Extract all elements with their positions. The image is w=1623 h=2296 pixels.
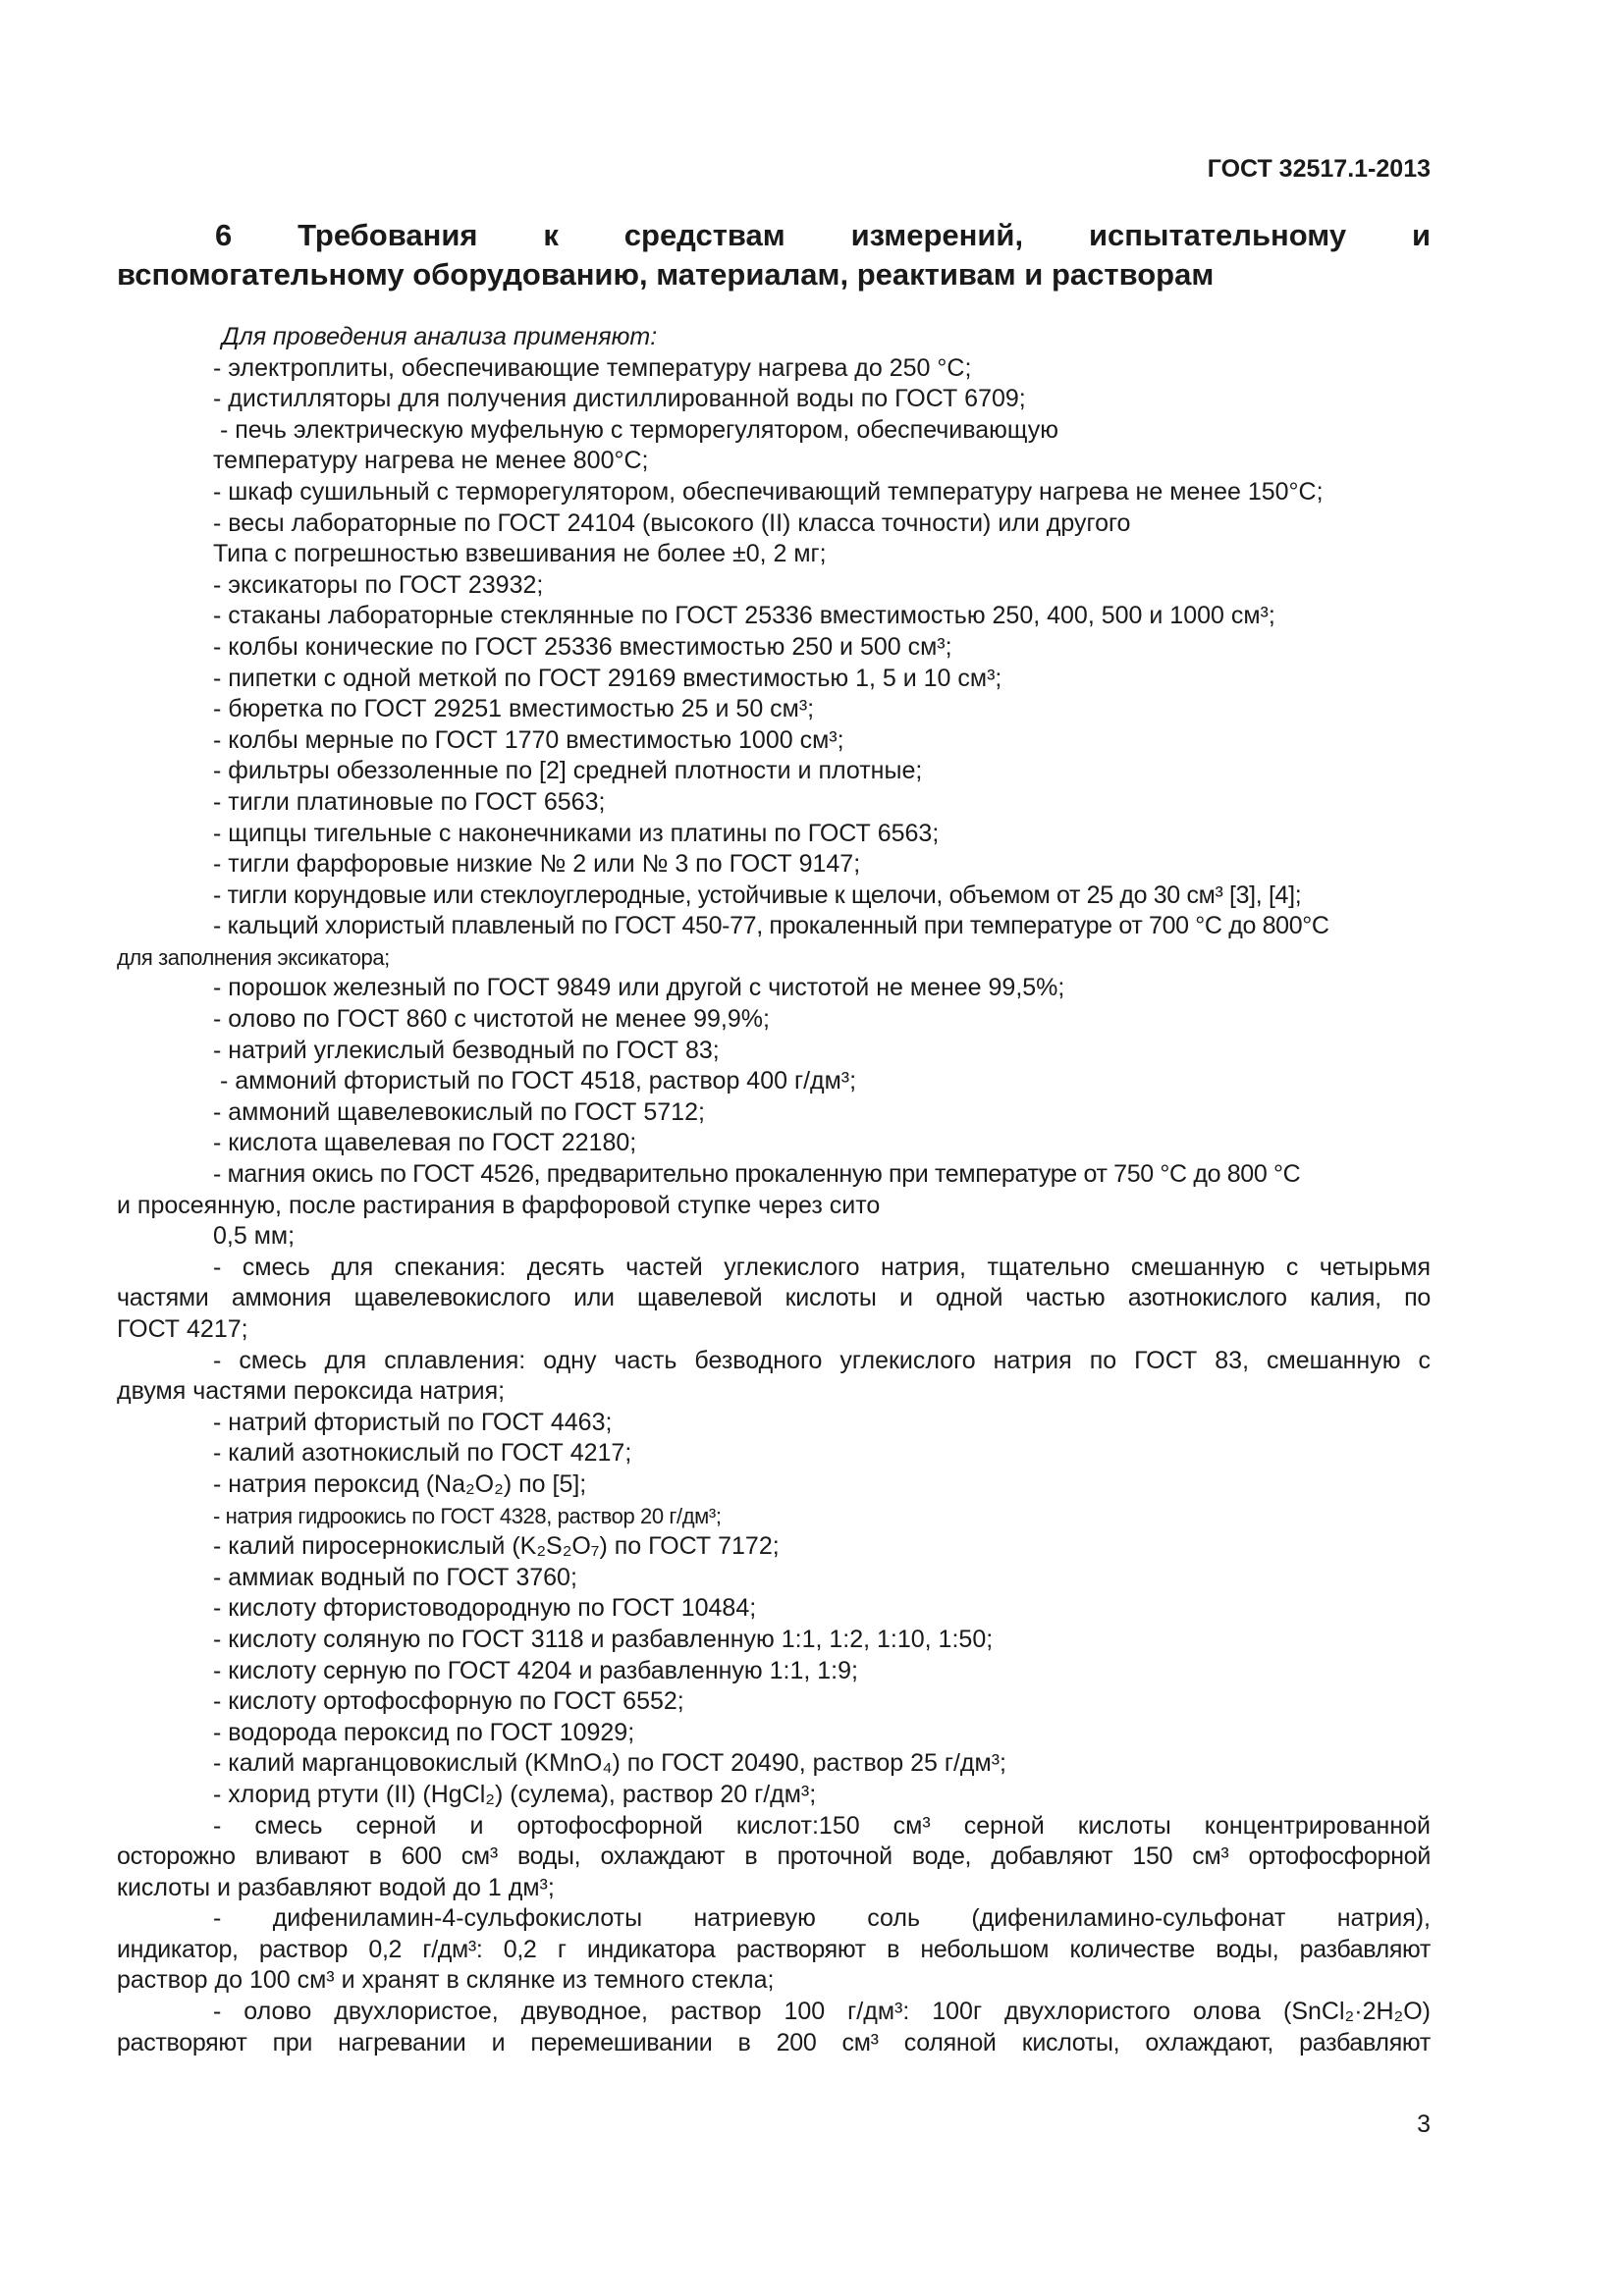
list-item: - натрия пероксид (Na₂O₂) по [5]; bbox=[213, 1469, 587, 1498]
list-item: - магния окись по ГОСТ 4526, предварительно прокаленную при температуре от 750 °С до 800 °С bbox=[213, 1160, 1301, 1189]
list-item: - кислоту ортофосфорную по ГОСТ 6552; bbox=[213, 1687, 684, 1716]
list-item-continuation: и просеянную, после растирания в фарфоровой ступке через сито bbox=[117, 1191, 881, 1219]
list-item-continuation: для заполнения эксикатора; bbox=[117, 944, 390, 970]
list-item-continuation: 0,5 мм; bbox=[213, 1222, 296, 1251]
list-item: - кислоту серную по ГОСТ 4204 и разбавленную 1:1, 1:9; bbox=[213, 1656, 858, 1684]
section-heading bbox=[117, 216, 1431, 294]
list-item: - колбы конические по ГОСТ 25336 вместимостью 250 и 500 см³; bbox=[213, 632, 952, 661]
list-item: - бюретка по ГОСТ 29251 вместимостью 25 и 50 см³; bbox=[213, 695, 815, 723]
list-item: - калий азотнокислый по ГОСТ 4217; bbox=[213, 1439, 632, 1468]
list-item: - аммоний фтористый по ГОСТ 4518, раствор 400 г/дм³; bbox=[213, 1067, 857, 1095]
list-item: - калий марганцовокислый (KMnO₄) по ГОСТ 20490, раствор 25 г/дм³; bbox=[213, 1749, 1006, 1778]
list-item: - калий пиросернокислый (K₂S₂O₇) по ГОСТ 7172; bbox=[213, 1532, 780, 1561]
list-item: - натрий фтористый по ГОСТ 4463; bbox=[213, 1408, 613, 1436]
list-item: - аммоний щавелевокислый по ГОСТ 5712; bbox=[213, 1097, 705, 1126]
list-item-continuation: частями аммония щавелевокислого или щавелевой кислоты и одной частью азотнокислого калия, по bbox=[117, 1284, 1431, 1312]
list-item: - олово по ГОСТ 860 с чистотой не менее 99,9%; bbox=[213, 1005, 770, 1034]
list-item-continuation: кислоты и разбавляют водой до 1 дм³; bbox=[117, 1873, 555, 1901]
list-item: - аммиак водный по ГОСТ 3760; bbox=[213, 1563, 577, 1591]
list-item: - кислота щавелевая по ГОСТ 22180; bbox=[213, 1129, 637, 1157]
list-item: - печь электрическую муфельную с терморегулятором, обеспечивающую bbox=[213, 415, 1059, 444]
list-item: - тигли фарфоровые низкие № 2 или № 3 по ГОСТ 9147; bbox=[213, 850, 861, 879]
intro-line: Для проведения анализа применяют: bbox=[222, 323, 658, 350]
list-item: - порошок железный по ГОСТ 9849 или другой с чистотой не менее 99,5%; bbox=[213, 974, 1065, 1002]
list-item: - весы лабораторные по ГОСТ 24104 (высокого (II) класса точности) или другого bbox=[213, 508, 1131, 537]
section-heading-line-1: 6 Требования к средствам измерений, испытательному и bbox=[215, 218, 1431, 252]
list-item-continuation: ГОСТ 4217; bbox=[117, 1315, 248, 1343]
list-item: - натрия гидроокись по ГОСТ 4328, раствор 20 г/дм³; bbox=[213, 1503, 722, 1528]
list-item: - кислоту соляную по ГОСТ 3118 и разбавленную 1:1, 1:2, 1:10, 1:50; bbox=[213, 1625, 994, 1653]
list-item-continuation: индикатор, раствор 0,2 г/дм³: 0,2 г индикатора растворяют в небольшом количестве воды, разбавляют bbox=[117, 1935, 1431, 1963]
list-item-continuation: осторожно вливают в 600 см³ воды, охлаждают в проточной воде, добавляют 150 см³ ортофосфорной bbox=[117, 1842, 1431, 1871]
list-item: температуру нагрева не менее 800°С; bbox=[213, 447, 649, 475]
list-item: - шкаф сушильный с терморегулятором, обеспечивающий температуру нагрева не менее 150°С; bbox=[213, 477, 1324, 506]
list-item: - смесь для сплавления: одну часть безводного углекислого натрия по ГОСТ 83, смешанную с bbox=[213, 1346, 1431, 1374]
list-item: - смесь серной и ортофосфорной кислот:150 см³ серной кислоты концентрированной bbox=[213, 1811, 1431, 1840]
list-item: - эксикаторы по ГОСТ 23932; bbox=[213, 570, 544, 599]
list-item: - фильтры обеззоленные по [2] средней плотности и плотные; bbox=[213, 757, 923, 785]
list-item: - дистилляторы для получения дистиллированной воды по ГОСТ 6709; bbox=[213, 385, 1026, 413]
list-item: - тигли платиновые по ГОСТ 6563; bbox=[213, 787, 606, 816]
list-item: - натрий углекислый безводный по ГОСТ 83; bbox=[213, 1036, 720, 1064]
list-item: - смесь для спекания: десять частей углекислого натрия, тщательно смешанную с четырьмя bbox=[213, 1253, 1431, 1281]
list-item: - дифениламин-4-сульфокислоты натриевую соль (дифениламино-сульфонат натрия), bbox=[213, 1904, 1431, 1933]
list-item-continuation: раствор до 100 см³ и хранят в склянке из темного стекла; bbox=[117, 1966, 775, 1995]
list-item: - хлорид ртути (II) (HgCl₂) (сулема), раствор 20 г/дм³; bbox=[213, 1780, 817, 1808]
list-item: - водорода пероксид по ГОСТ 10929; bbox=[213, 1718, 635, 1746]
list-item: - стаканы лабораторные стеклянные по ГОСТ 25336 вместимостью 250, 400, 500 и 1000 см³; bbox=[213, 602, 1275, 630]
list-item: - кальций хлористый плавленый по ГОСТ 450-77, прокаленный при температуре от 700 °С до 800°С bbox=[213, 912, 1329, 940]
list-item-continuation: двумя частями пероксида натрия; bbox=[117, 1377, 506, 1406]
list-item: - олово двухлористое, двуводное, раствор 100 г/дм³: 100г двухлористого олова (SnCl₂·2H₂O) bbox=[213, 1998, 1431, 2026]
document-code: ГОСТ 32517.1-2013 bbox=[1207, 155, 1431, 183]
list-item: - колбы мерные по ГОСТ 1770 вместимостью 1000 см³; bbox=[213, 725, 844, 754]
list-item: - электроплиты, обеспечивающие температуру нагрева до 250 °С; bbox=[213, 353, 972, 382]
page-number: 3 bbox=[1417, 2110, 1431, 2138]
list-item-continuation: растворяют при нагревании и перемешивании в 200 см³ соляной кислоты, охлаждают, разбавляют bbox=[117, 2028, 1431, 2056]
list-item: - пипетки с одной меткой по ГОСТ 29169 вместимостью 1, 5 и 10 см³; bbox=[213, 664, 1002, 692]
list-item: - тигли корундовые или стеклоуглеродные, устойчивые к щелочи, объемом от 25 до 30 см³ [3], [4]; bbox=[213, 881, 1302, 909]
requirements-list bbox=[117, 322, 1431, 2058]
list-item: Типа с погрешностью взвешивания не более ±0, 2 мг; bbox=[213, 540, 827, 568]
list-item: - щипцы тигельные с наконечниками из платины по ГОСТ 6563; bbox=[213, 819, 940, 847]
list-item: - кислоту фтористоводородную по ГОСТ 10484; bbox=[213, 1594, 757, 1623]
section-heading-line-2: вспомогательному оборудованию, материалам, реактивам и растворам bbox=[117, 257, 1215, 292]
